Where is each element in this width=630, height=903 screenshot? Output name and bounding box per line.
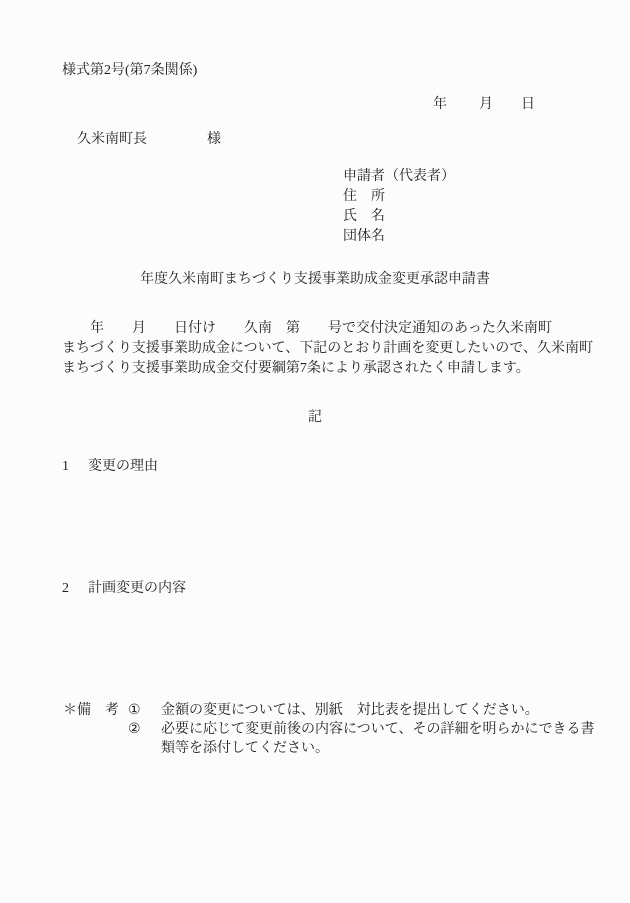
ki-heading: 記 <box>308 410 322 425</box>
section-title: 変更の理由 <box>88 459 158 474</box>
applicant-group-label: 団体名 <box>343 229 385 244</box>
date-month-label: 月 <box>479 97 493 112</box>
section-title: 計画変更の内容 <box>88 581 186 596</box>
remarks-item1-marker: ① <box>128 703 141 718</box>
applicant-name-label: 氏 名 <box>343 209 385 224</box>
section-number: 1 <box>62 459 69 474</box>
remarks-item2-line2: 類等を添付してください。 <box>161 741 329 756</box>
addressee-name: 久米南町長 <box>77 132 147 147</box>
document-title: 年度久米南町まちづくり支援事業助成金変更承認申請書 <box>140 272 490 287</box>
remarks-item2-line1: 必要に応じて変更前後の内容について、その詳細を明らかにできる書 <box>161 722 595 737</box>
applicant-heading: 申請者（代表者） <box>343 169 455 184</box>
form-number-note: 様式第2号(第7条関係) <box>62 63 198 78</box>
body-line: 年 月 日付け 久南 第 号で交付決定通知のあった久米南町 <box>62 321 552 336</box>
section-number: 2 <box>62 581 69 596</box>
remarks-item1-text: 金額の変更については、別紙 対比表を提出してください。 <box>161 703 539 718</box>
applicant-address-label: 住 所 <box>343 189 385 204</box>
remarks-label: ＊備 考 <box>63 703 119 718</box>
body-line: まちづくり支援事業助成金交付要綱第7条により承認されたく申請します。 <box>62 361 530 376</box>
date-day-label: 日 <box>521 97 535 112</box>
date-year-label: 年 <box>433 97 447 112</box>
body-line: まちづくり支援事業助成金について、下記のとおり計画を変更したいので、久米南町 <box>62 341 594 356</box>
remarks-item2-marker: ② <box>128 722 141 737</box>
addressee-honorific: 様 <box>207 132 221 147</box>
